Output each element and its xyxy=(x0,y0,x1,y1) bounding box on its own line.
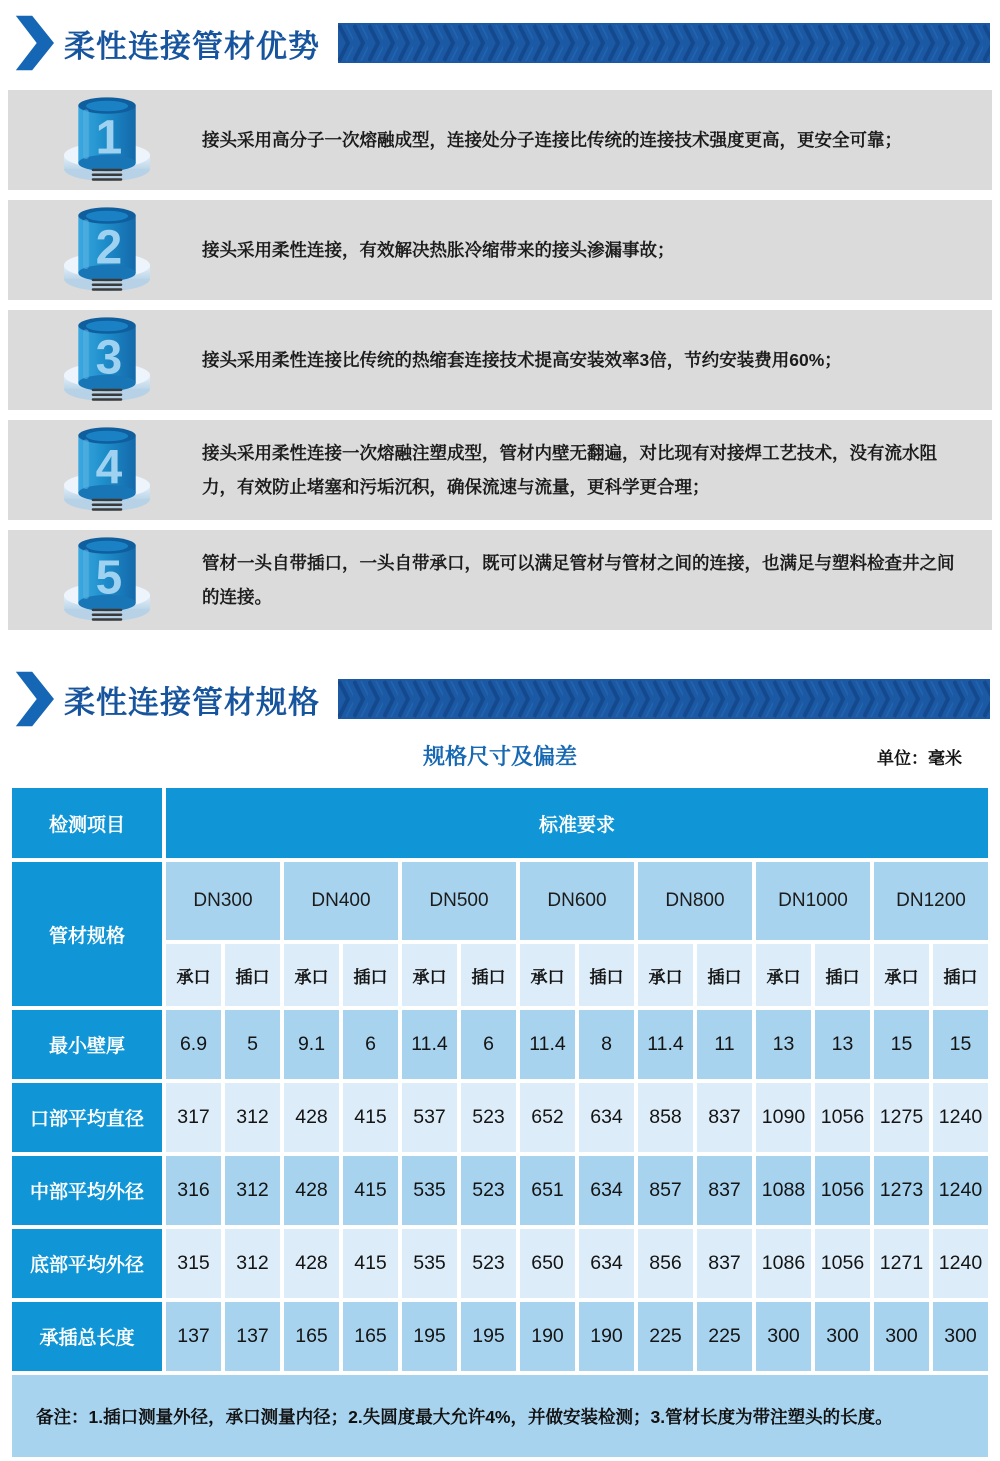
value-cell: 1240 xyxy=(933,1083,988,1152)
pipe-number-3-icon xyxy=(52,316,162,404)
spec-label-cell: 管材规格 xyxy=(12,862,162,1006)
value-cell: 165 xyxy=(343,1302,398,1371)
socket-spigot-cell: 承口 xyxy=(520,944,575,1006)
value-cell: 535 xyxy=(402,1229,457,1298)
striped-banner xyxy=(338,23,990,63)
value-cell: 315 xyxy=(166,1229,221,1298)
value-cell: 225 xyxy=(638,1302,693,1371)
value-cell: 15 xyxy=(933,1010,988,1079)
value-cell: 5 xyxy=(225,1010,280,1079)
value-cell: 415 xyxy=(343,1229,398,1298)
value-cell: 428 xyxy=(284,1156,339,1225)
advantage-text: 管材一头自带插口，一头自带承口，既可以满足管材与管材之间的连接，也满足与塑料检查井之间的连接。 xyxy=(202,552,955,607)
value-cell: 300 xyxy=(874,1302,929,1371)
specs-section-header xyxy=(0,670,1000,728)
table-row xyxy=(12,1375,988,1457)
dn-size-cell: DN400 xyxy=(284,862,398,940)
value-cell: 195 xyxy=(461,1302,516,1371)
item-number: 2 xyxy=(95,221,123,275)
value-cell: 634 xyxy=(579,1083,634,1152)
value-cell: 15 xyxy=(874,1010,929,1079)
value-cell: 523 xyxy=(461,1156,516,1225)
value-cell: 316 xyxy=(166,1156,221,1225)
value-cell: 523 xyxy=(461,1083,516,1152)
note-cell: 备注：1.插口测量外径，承口测量内径；2.失圆度最大允许4%，并做安装检测；3.管材长度为带注塑头的长度。 xyxy=(12,1375,988,1457)
value-cell: 312 xyxy=(225,1229,280,1298)
advantage-item-4 xyxy=(8,420,992,520)
pipe-number-1-icon xyxy=(52,96,162,184)
chevron-icon xyxy=(14,14,54,72)
dn-size-cell: DN300 xyxy=(166,862,280,940)
value-cell: 6 xyxy=(343,1010,398,1079)
value-cell: 415 xyxy=(343,1083,398,1152)
table-row xyxy=(12,1010,988,1079)
table-caption-row xyxy=(10,738,990,774)
section-title: 柔性连接管材优势 xyxy=(64,28,320,64)
value-cell: 857 xyxy=(638,1156,693,1225)
pipe-number-5-icon xyxy=(52,536,162,624)
banner-pattern xyxy=(338,23,990,63)
value-cell: 1056 xyxy=(815,1156,870,1225)
striped-banner xyxy=(338,679,990,719)
advantages-section-header xyxy=(0,0,1000,72)
socket-spigot-cell: 插口 xyxy=(461,944,516,1006)
advantage-item-1 xyxy=(8,90,992,190)
dn-size-cell: DN800 xyxy=(638,862,752,940)
value-cell: 225 xyxy=(697,1302,752,1371)
socket-spigot-cell: 插口 xyxy=(579,944,634,1006)
socket-spigot-cell: 插口 xyxy=(343,944,398,1006)
advantage-item-2 xyxy=(8,200,992,300)
value-cell: 6.9 xyxy=(166,1010,221,1079)
value-cell: 317 xyxy=(166,1083,221,1152)
pipe-number-2-icon xyxy=(52,206,162,294)
dn-size-cell: DN1200 xyxy=(874,862,988,940)
value-cell: 650 xyxy=(520,1229,575,1298)
value-cell: 300 xyxy=(756,1302,811,1371)
value-cell: 428 xyxy=(284,1229,339,1298)
advantage-item-5 xyxy=(8,530,992,630)
value-cell: 300 xyxy=(933,1302,988,1371)
socket-spigot-cell: 承口 xyxy=(638,944,693,1006)
chevron-icon xyxy=(14,670,54,728)
value-cell: 652 xyxy=(520,1083,575,1152)
row-label-cell: 口部平均直径 xyxy=(12,1083,162,1152)
value-cell: 137 xyxy=(225,1302,280,1371)
value-cell: 1240 xyxy=(933,1156,988,1225)
value-cell: 312 xyxy=(225,1083,280,1152)
table-row xyxy=(12,1156,988,1225)
value-cell: 11.4 xyxy=(520,1010,575,1079)
table-row xyxy=(12,1229,988,1298)
corner-header-cell: 检测项目 xyxy=(12,788,162,858)
value-cell: 535 xyxy=(402,1156,457,1225)
value-cell: 13 xyxy=(756,1010,811,1079)
value-cell: 1275 xyxy=(874,1083,929,1152)
dn-size-cell: DN1000 xyxy=(756,862,870,940)
value-cell: 537 xyxy=(402,1083,457,1152)
value-cell: 312 xyxy=(225,1156,280,1225)
value-cell: 1088 xyxy=(756,1156,811,1225)
value-cell: 11 xyxy=(697,1010,752,1079)
row-label-cell: 中部平均外径 xyxy=(12,1156,162,1225)
dn-size-cell: DN600 xyxy=(520,862,634,940)
value-cell: 300 xyxy=(815,1302,870,1371)
table-title: 规格尺寸及偏差 xyxy=(422,744,577,769)
item-number: 5 xyxy=(95,551,123,605)
value-cell: 523 xyxy=(461,1229,516,1298)
table-row xyxy=(12,862,988,940)
row-label-cell: 底部平均外径 xyxy=(12,1229,162,1298)
socket-spigot-cell: 插口 xyxy=(697,944,752,1006)
value-cell: 165 xyxy=(284,1302,339,1371)
item-number: 1 xyxy=(95,111,123,165)
value-cell: 13 xyxy=(815,1010,870,1079)
value-cell: 428 xyxy=(284,1083,339,1152)
value-cell: 8 xyxy=(579,1010,634,1079)
value-cell: 858 xyxy=(638,1083,693,1152)
item-number: 3 xyxy=(95,331,123,385)
value-cell: 11.4 xyxy=(638,1010,693,1079)
socket-spigot-cell: 插口 xyxy=(933,944,988,1006)
advantage-text: 接头采用柔性连接比传统的热缩套连接技术提高安装效率3倍，节约安装费用60%； xyxy=(202,349,842,370)
value-cell: 634 xyxy=(579,1229,634,1298)
value-cell: 856 xyxy=(638,1229,693,1298)
socket-spigot-cell: 插口 xyxy=(225,944,280,1006)
value-cell: 634 xyxy=(579,1156,634,1225)
unit-label: 单位：毫米 xyxy=(877,749,962,768)
socket-spigot-cell: 承口 xyxy=(402,944,457,1006)
value-cell: 190 xyxy=(579,1302,634,1371)
value-cell: 195 xyxy=(402,1302,457,1371)
advantage-text: 接头采用柔性连接，有效解决热胀冷缩带来的接头渗漏事故； xyxy=(202,239,675,260)
value-cell: 137 xyxy=(166,1302,221,1371)
socket-spigot-cell: 插口 xyxy=(815,944,870,1006)
socket-spigot-cell: 承口 xyxy=(166,944,221,1006)
value-cell: 1056 xyxy=(815,1083,870,1152)
requirement-header-cell: 标准要求 xyxy=(166,788,988,858)
table-row xyxy=(12,1302,988,1371)
socket-spigot-cell: 承口 xyxy=(756,944,811,1006)
pipe-number-4-icon xyxy=(52,426,162,514)
value-cell: 1090 xyxy=(756,1083,811,1152)
value-cell: 837 xyxy=(697,1229,752,1298)
value-cell: 11.4 xyxy=(402,1010,457,1079)
value-cell: 1240 xyxy=(933,1229,988,1298)
section-title: 柔性连接管材规格 xyxy=(64,684,320,720)
value-cell: 1273 xyxy=(874,1156,929,1225)
advantage-list xyxy=(0,72,1000,630)
spec-table xyxy=(8,784,992,1461)
advantage-text: 接头采用柔性连接一次熔融注塑成型，管材内壁无翻遍，对比现有对接焊工艺技术，没有流水阻力，有效防止堵塞和污垢沉积，确保流速与流量，更科学更合理； xyxy=(202,442,937,497)
value-cell: 651 xyxy=(520,1156,575,1225)
banner-pattern xyxy=(338,679,990,719)
advantage-item-3 xyxy=(8,310,992,410)
item-number: 4 xyxy=(95,441,123,495)
row-label-cell: 最小壁厚 xyxy=(12,1010,162,1079)
socket-spigot-cell: 承口 xyxy=(874,944,929,1006)
value-cell: 9.1 xyxy=(284,1010,339,1079)
value-cell: 1271 xyxy=(874,1229,929,1298)
socket-spigot-cell: 承口 xyxy=(284,944,339,1006)
table-row xyxy=(12,1083,988,1152)
value-cell: 1086 xyxy=(756,1229,811,1298)
dn-size-cell: DN500 xyxy=(402,862,516,940)
value-cell: 837 xyxy=(697,1083,752,1152)
value-cell: 6 xyxy=(461,1010,516,1079)
value-cell: 190 xyxy=(520,1302,575,1371)
table-row xyxy=(12,788,988,858)
value-cell: 837 xyxy=(697,1156,752,1225)
advantage-text: 接头采用高分子一次熔融成型，连接处分子连接比传统的连接技术强度更高，更安全可靠； xyxy=(202,129,902,150)
value-cell: 415 xyxy=(343,1156,398,1225)
row-label-cell: 承插总长度 xyxy=(12,1302,162,1371)
value-cell: 1056 xyxy=(815,1229,870,1298)
